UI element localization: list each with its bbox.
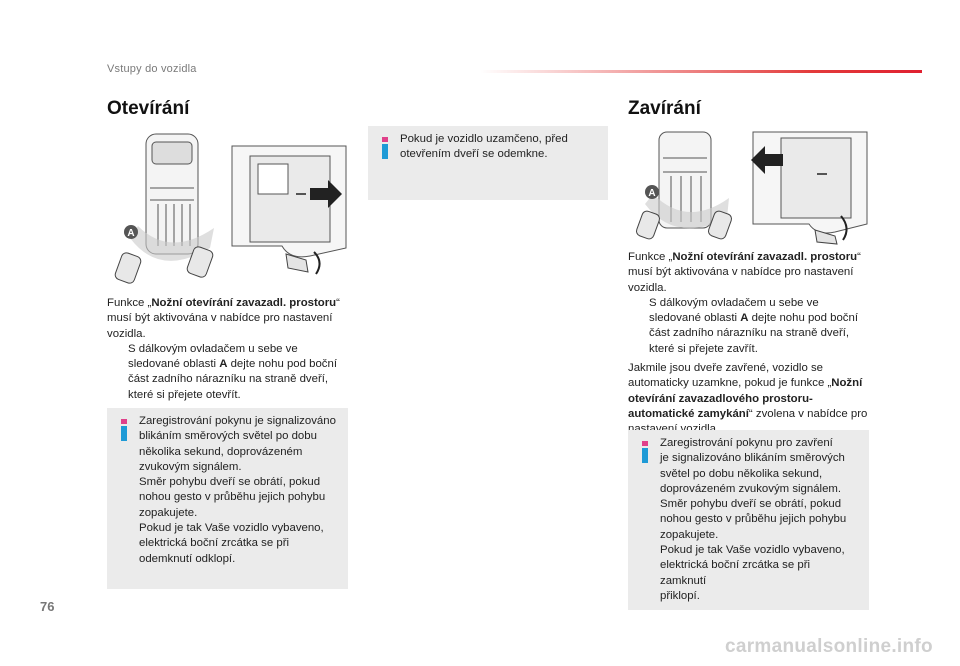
watermark: carmanualsonline.info bbox=[725, 636, 933, 657]
callout-a bbox=[645, 185, 659, 199]
closing-bullet: S dálkovým ovladačem u sebe ve sledované oblasti A dejte nohu pod boční část zadního nárazníku na straně dveří, které si přejete zavřít. bbox=[649, 296, 858, 355]
callout-a bbox=[124, 225, 138, 239]
info-icon bbox=[378, 137, 392, 159]
info-icon bbox=[117, 419, 131, 441]
auto-lock-paragraph: Jakmile jsou dveře zavřené, vozidlo se automaticky uzamkne, pokud je funkce „Nožní otevírání zavazadlového prostoru-automatické zamykání“ zvolena v nabídce pro bbox=[628, 362, 868, 420]
feature-name: Nožní otevírání zavazadl. prostoru bbox=[151, 297, 337, 309]
closing-instructions bbox=[628, 250, 870, 438]
callout-a-label: A bbox=[127, 228, 135, 239]
opening-illustration bbox=[110, 128, 350, 284]
opening-bullet: S dálkovým ovladačem u sebe ve sledované oblasti A dejte nohu pod boční část zadního nárazníku na straně dveří, které si přejete otevřít. bbox=[128, 342, 337, 401]
header-title: Vstupy do vozidla bbox=[107, 63, 197, 75]
feature-name: Nožní otevírání zavazadl. prostoru bbox=[672, 251, 858, 263]
auto-lock-feature-name: Nožní otevírání zavazadlového prostoru-automatické zamykání bbox=[628, 377, 863, 420]
opening-info-note bbox=[107, 408, 348, 589]
page-number: 76 bbox=[40, 599, 55, 614]
van-side-view bbox=[753, 132, 867, 233]
opening-note-text: Zaregistrování pokynu je signalizováno blikáním směrových světel po dobu několika sekund, doprovázeném zvukovým signálem. Směr pohybu dveří se obrátí, pokud nohou gesto v průběhu jejich pohybu zopakujete. Pokud je tak Vaše vozidlo vybaveno, elektrická boční zrcátka se při odemknutí odklopí. bbox=[139, 415, 336, 565]
callout-a-label: A bbox=[648, 188, 656, 199]
section-title-opening: Otevírání bbox=[107, 98, 190, 119]
closing-illustration bbox=[631, 128, 871, 246]
section-title-closing: Zavírání bbox=[628, 98, 701, 119]
header-rule bbox=[480, 70, 922, 73]
info-icon bbox=[638, 441, 652, 463]
opening-intro: Funkce „Nožní otevírání zavazadl. prostoru“ musí být aktivována v nabídce pro nastavení vozidla. bbox=[107, 297, 340, 340]
opening-instructions bbox=[107, 296, 347, 403]
van-top-view bbox=[146, 134, 198, 254]
closing-info-note bbox=[628, 430, 869, 610]
unlock-info-note bbox=[368, 126, 608, 200]
closing-intro: Funkce „Nožní otevírání zavazadl. prostoru“ musí být aktivována v nabídce pro nastavení vozidla. bbox=[628, 251, 861, 294]
closing-note-text: Zaregistrování pokynu pro zavření je signalizováno blikáním směrových světel po dobu několika sekund, doprovázeném zvukovým signálem. Směr pohybu dveří se obrátí, pokud nohou gesto v průběhu jejich pohybu zopakujete. Pokud je tak Vaše vozidlo vybaveno, elektrická boční zrcátka se při zamknutí přiklopí. bbox=[660, 437, 847, 602]
unlock-note-text: Pokud je vozidlo uzamčeno, před otevřením dveří se odemkne. bbox=[400, 133, 568, 161]
